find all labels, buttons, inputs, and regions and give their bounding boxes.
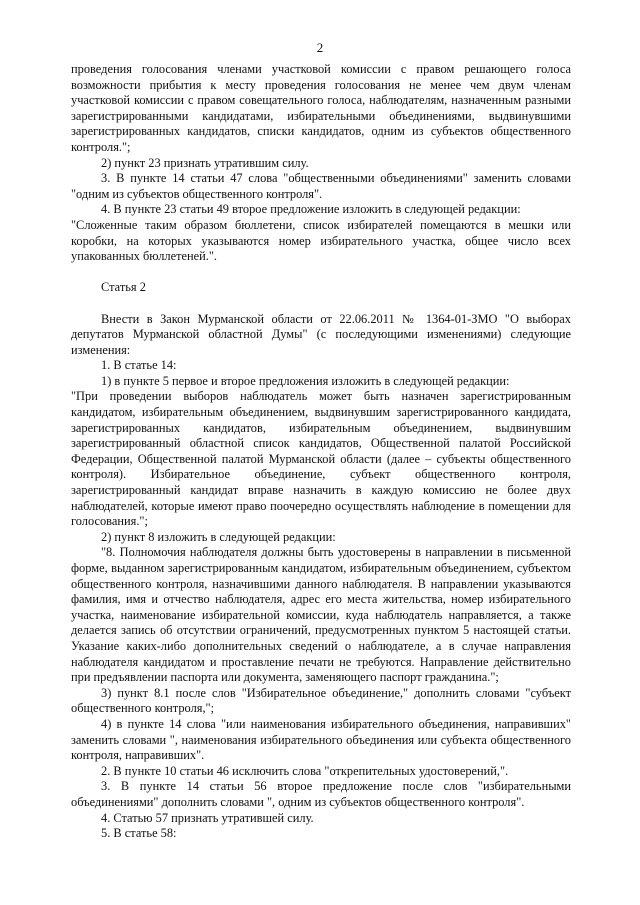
- paragraph-item: 2) пункт 23 признать утратившим силу.: [101, 155, 309, 170]
- paragraph-item: 3. В пункте 14 статьи 47 слова "общественными объединениями" заменить словами "одним из субъектов общественного контроля".: [71, 171, 571, 201]
- document-body: [71, 62, 571, 842]
- paragraph-item: 3. В пункте 14 статьи 56 второе предложение после слов "избирательными объединениями" дополнить словами ", одним из субъектов общественного контроля".: [71, 779, 571, 809]
- paragraph-item: 4. Статью 57 признать утратившей силу.: [101, 810, 314, 825]
- paragraph-item: 3) пункт 8.1 после слов "Избирательное объединение," дополнить словами "субъект общественного контроля,";: [71, 685, 571, 716]
- paragraph-item: 1) в пункте 5 первое и второе предложения изложить в следующей редакции:: [101, 373, 510, 388]
- paragraph-quote: "При проведении выборов наблюдатель может быть назначен зарегистрированным кандидатом, избирательным объединением, выдвинувшим зарегистрированного кандидата, зарегистрированных кандидатов, избирательным объединением, выдвинувшим зарегистрированный областной список кандидатов, Общественной палатой Российской Федерации, Общественной палатой Мурманской области (далее – субъекты общественного контроля). Избирательное объединение, субъект общественного контроля, зарегистрированный кандидат вправе назначить в каждую комиссию не более двух наблюдателей, которые имеют право поочередно осуществлять наблюдение в помещении для голосования.";: [71, 389, 571, 529]
- article-heading: Статья 2: [101, 280, 146, 295]
- page-number: 2: [316, 40, 324, 55]
- paragraph-continuation: проведения голосования членами участковой комиссии с правом решающего голоса возможности прибытия к месту проведения голосования не менее чем двум членам участковой комиссии с правом совещательного голоса, наблюдателям, назначенным разными зарегистрированными кандидатами, избирательными объединениями, выдвинувшими зарегистрированных кандидатов, списки кандидатов, одним из субъектов общественного контроля.";: [71, 62, 571, 154]
- paragraph-item: Внести в Закон Мурманской области от 22.06.2011 № 1364-01-ЗМО "О выборах депутатов Мурманской областной Думы" (с последующими изменениями) следующие изменения:: [71, 311, 571, 357]
- paragraph-item: 5. В статье 58:: [101, 826, 177, 841]
- paragraph-item: 4. В пункте 23 статьи 49 второе предложение изложить в следующей редакции:: [101, 202, 521, 217]
- paragraph-item: 2) пункт 8 изложить в следующей редакции:: [101, 529, 336, 544]
- paragraph-quote: "Сложенные таким образом бюллетени, список избирателей помещаются в мешки или коробки, на которых указываются номер избирательного участка, общее число всех упакованных бюллетеней.".: [71, 217, 571, 264]
- paragraph-item: 4) в пункте 14 слова "или наименования избирательного объединения, направивших" заменить словами ", наименования избирательного объединения или субъекта общественного контроля, направивших".: [71, 716, 571, 763]
- paragraph-item: 1. В статье 14:: [101, 358, 177, 373]
- paragraph-item: 2. В пункте 10 статьи 46 исключить слова "открепительных удостоверений,".: [101, 763, 509, 778]
- paragraph-quote: "8. Полномочия наблюдателя должны быть удостоверены в направлении в письменной форме, выданном зарегистрированным кандидатом, избирательным объединением, субъектом общественного контроля, назначившими данного наблюдателя. В направлении указываются фамилия, имя и отчество наблюдателя, адрес его места жительства, номер избирательного участка, наименование избирательной комиссии, куда наблюдатель направляется, а также делается запись об отсутствии ограничений, предусмотренных пунктом 5 настоящей статьи. Указание каких-либо дополнительных сведений о наблюдателе, а в случае направления наблюдателя кандидатом и проставление печати не требуются. Направление действительно при предъявлении паспорта или документа, заменяющего паспорт гражданина.";: [71, 545, 571, 685]
